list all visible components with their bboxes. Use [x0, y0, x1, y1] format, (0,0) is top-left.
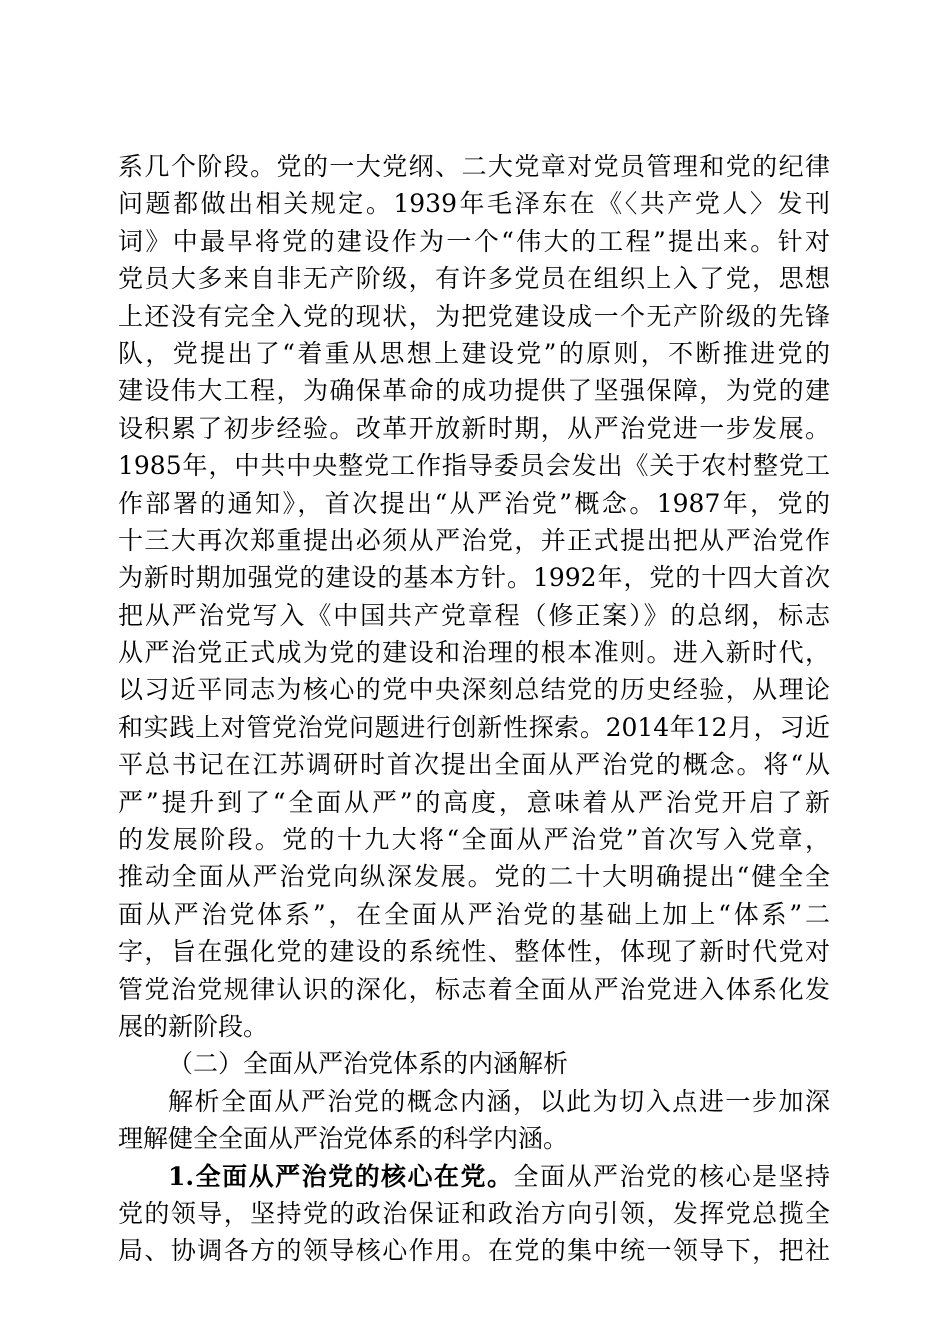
text-line: 字，旨在强化党的建设的系统性、整体性，体现了新时代党对 [118, 937, 830, 967]
text-line: 展的新阶段。 [118, 1011, 269, 1041]
text-line: 党的领导，坚持党的政治保证和政治方向引领，发挥党总揽全 [118, 1198, 830, 1228]
text-line: 十三大再次郑重提出必须从严治党，并正式提出把从严治党作 [118, 525, 830, 555]
text-line: 面从严治党体系”，在全面从严治党的基础上加上“体系”二 [118, 899, 830, 929]
text-line: 把从严治党写入《中国共产党章程（修正案）》的总纲，标志 [118, 600, 830, 630]
text-line [118, 1158, 830, 1195]
text-line: 管党治党规律认识的深化，标志着全面从严治党进入体系化发 [118, 974, 830, 1004]
text-line: 1985年，中共中央整党工作指导委员会发出《关于农村整党工 [118, 451, 830, 481]
core-paragraph [118, 1158, 830, 1270]
text-line: 以习近平同志为核心的党中央深刻总结党的历史经验，从理论 [118, 675, 830, 705]
text-line: 解析全面从严治党的概念内涵，以此为切入点进一步加深 [168, 1086, 830, 1116]
text-line: 严”提升到了“全面从严”的高度，意味着从严治党开启了新 [118, 787, 830, 817]
document-page [118, 148, 830, 1270]
intro-paragraph [118, 1083, 830, 1158]
text-line: 问题都做出相关规定。1939年毛泽东在《〈共产党人〉发刊 [118, 189, 830, 219]
text-line: 词》中最早将党的建设作为一个“伟大的工程”提出来。针对 [118, 226, 830, 256]
text-line: 理解健全全面从严治党体系的科学内涵。 [118, 1124, 569, 1154]
text-line: 上还没有完全入党的现状，为把党建设成一个无产阶级的先锋 [118, 301, 830, 331]
text-line: 推动全面从严治党向纵深发展。党的二十大明确提出“健全全 [118, 862, 830, 892]
text-span: 全面从严治党的核心是坚持 [513, 1161, 830, 1191]
text-line: 局、协调各方的领导核心作用。在党的集中统一领导下，把社 [118, 1236, 830, 1266]
text-line: 系几个阶段。党的一大党纲、二大党章对党员管理和党的纪律 [118, 152, 830, 181]
text-line: 建设伟大工程，为确保革命的成功提供了坚强保障，为党的建 [118, 376, 830, 406]
text-line: 平总书记在江苏调研时首次提出全面从严治党的概念。将“从 [118, 750, 830, 780]
history-paragraph [118, 148, 830, 1045]
text-line: 和实践上对管党治党问题进行创新性探索。2014年12月，习近 [118, 712, 830, 742]
text-line: 从严治党正式成为党的建设和治理的根本准则。进入新时代， [118, 638, 830, 668]
bold-lead-heading: 1.全面从严治党的核心在党。 [168, 1161, 514, 1191]
text-line: 队，党提出了“着重从思想上建设党”的原则，不断推进党的 [118, 338, 830, 368]
text-line: 的发展阶段。党的十九大将“全面从严治党”首次写入党章， [118, 825, 830, 855]
text-line: 为新时期加强党的建设的基本方针。1992年，党的十四大首次 [118, 563, 830, 593]
text-line: 作部署的通知》，首次提出“从严治党”概念。1987年，党的 [118, 488, 830, 518]
text-line: 党员大多来自非无产阶级，有许多党员在组织上入了党，思想 [118, 264, 830, 294]
text-line: 设积累了初步经验。改革开放新时期，从严治党进一步发展。 [118, 413, 830, 443]
section-heading: （二）全面从严治党体系的内涵解析 [168, 1049, 569, 1079]
